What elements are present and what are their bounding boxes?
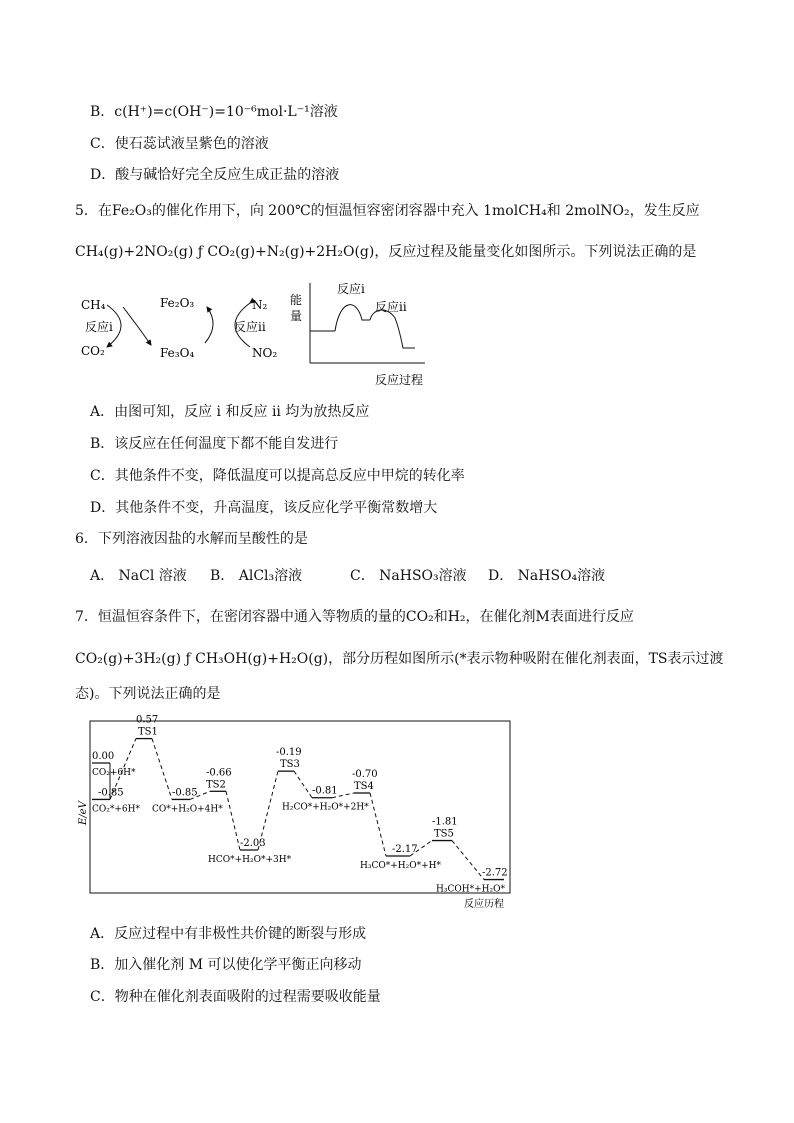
state-species-label-10: TS5 — [434, 828, 454, 840]
chart-ylabel: E/eV — [78, 801, 89, 825]
plot-ylabel-2: 量 — [290, 309, 303, 323]
arrow-fe3o4-to-fe2o3 — [205, 307, 213, 343]
plot-ylabel-1: 能 — [290, 293, 303, 307]
state-value-label-3: -0.85 — [172, 787, 198, 799]
label-ch4: CH₄ — [81, 298, 106, 312]
q7-stem-line1: 7．恒温恒容条件下，在密闭容器中通入等物质的量的CO₂和H₂，在催化剂M表面进行反应 — [75, 609, 634, 625]
q7-option-c: C．物种在催化剂表面吸附的过程需要吸收能量 — [90, 989, 381, 1005]
state-value-label-8: -0.70 — [352, 769, 378, 780]
state-species-label-8: TS4 — [354, 781, 374, 792]
label-rxn-ii: 反应ii — [234, 320, 266, 334]
state-value-label-5: -2.03 — [240, 838, 266, 849]
state-value-label-11: -2.72 — [482, 867, 508, 879]
state-species-label-5: HCO*+H₂O*+3H* — [208, 855, 292, 865]
energy-profile-plot — [285, 278, 435, 388]
q6-option-c: C． NaHSO₃溶液 — [350, 568, 467, 584]
catalytic-cycle-diagram — [75, 285, 285, 370]
label-fe3o4: Fe₃O₄ — [160, 346, 195, 360]
connector-6-7 — [294, 771, 312, 798]
state-species-label-0: CO₂+6H* — [92, 768, 136, 778]
state-value-label-1: -0.85 — [98, 787, 124, 799]
q5-stem-line2: CH₄(g)+2NO₂(g) ƒ CO₂(g)+N₂(g)+2H₂O(g)，反应过程及能量变化如图所示。下列说法正确的是 — [75, 244, 697, 260]
state-species-label-6: TS3 — [280, 759, 300, 771]
q6-stem: 6．下列溶液因盐的水解而呈酸性的是 — [75, 531, 308, 547]
chart-xlabel: 反应历程 — [464, 899, 504, 910]
label-co2: CO₂ — [81, 344, 105, 358]
state-value-label-9: -2.17 — [392, 844, 418, 855]
state-species-label-4: TS2 — [206, 779, 226, 791]
plot-label-peak-i: 反应i — [337, 282, 365, 296]
label-no2: NO₂ — [252, 346, 278, 360]
state-species-label-1: CO₂*+6H* — [92, 804, 140, 815]
connector-2-3 — [152, 739, 172, 800]
state-species-label-9: H₃CO*+H₂O*+H* — [360, 861, 441, 871]
state-value-label-6: -0.19 — [276, 747, 302, 759]
q6-option-a: A． NaCl 溶液 — [90, 568, 187, 584]
q4-option-d: D．酸与碱恰好完全反应生成正盐的溶液 — [90, 167, 340, 183]
q5-option-c: C．其他条件不变，降低温度可以提高总反应中甲烷的转化率 — [90, 468, 465, 484]
connector-4-5 — [226, 791, 240, 850]
q5-stem-line1: 5．在Fe₂O₃的催化作用下，向 200℃的恒温恒容密闭容器中充入 1molCH₄和 2molNO₂，发生反应 — [75, 203, 700, 219]
q7-stem-line2: CO₂(g)+3H₂(g) ƒ CH₃OH(g)+H₂O(g)，部分历程如图所示(*表示物种吸附在催化剂表面，TS表示过渡 — [75, 651, 724, 667]
state-species-label-7: H₂CO*+H₂O*+2H* — [282, 802, 369, 813]
state-value-label-7: -0.81 — [312, 785, 338, 797]
energy-diagram-chart — [80, 715, 520, 915]
state-species-label-2: TS1 — [138, 726, 158, 738]
state-value-label-2: 0.57 — [136, 714, 159, 726]
q7-option-a: A．反应过程中有非极性共价键的断裂与形成 — [90, 926, 367, 942]
arrow-fe2o3-to-fe3o4 — [123, 307, 151, 345]
q5-option-d: D．其他条件不变，升高温度，该反应化学平衡常数增大 — [90, 500, 438, 516]
label-fe2o3: Fe₂O₃ — [160, 296, 195, 310]
label-n2: N₂ — [252, 298, 268, 312]
q5-option-b: B．该反应在任何温度下都不能自发进行 — [90, 436, 339, 452]
state-value-label-0: 0.00 — [92, 751, 115, 762]
state-species-label-11: H₃COH*+H₂O* — [436, 884, 505, 895]
q6-option-d: D． NaHSO₄溶液 — [488, 568, 606, 584]
q6-option-b: B． AlCl₃溶液 — [210, 568, 303, 584]
connector-8-9 — [370, 793, 386, 856]
q4-option-b: B．c(H⁺)=c(OH⁻)=10⁻⁶mol·L⁻¹溶液 — [90, 104, 338, 120]
curve-reaction-i — [335, 305, 370, 331]
q7-option-b: B．加入催化剂 M 可以使化学平衡正向移动 — [90, 957, 362, 973]
curve-reaction-ii — [370, 310, 415, 348]
plot-xlabel: 反应过程 — [375, 373, 424, 387]
connector-10-11 — [452, 841, 484, 880]
state-value-label-10: -1.81 — [432, 816, 458, 828]
label-rxn-i: 反应i — [85, 320, 113, 334]
state-species-label-3: CO*+H₂O+4H* — [152, 804, 223, 815]
state-value-label-4: -0.66 — [206, 767, 232, 779]
plot-label-peak-ii: 反应ii — [375, 300, 407, 314]
q7-stem-line3: 态)。下列说法正确的是 — [75, 686, 221, 702]
q5-option-a: A．由图可知，反应 i 和反应 ii 均为放热反应 — [90, 404, 370, 420]
q4-option-c: C．使石蕊试液呈紫色的溶液 — [90, 136, 269, 152]
